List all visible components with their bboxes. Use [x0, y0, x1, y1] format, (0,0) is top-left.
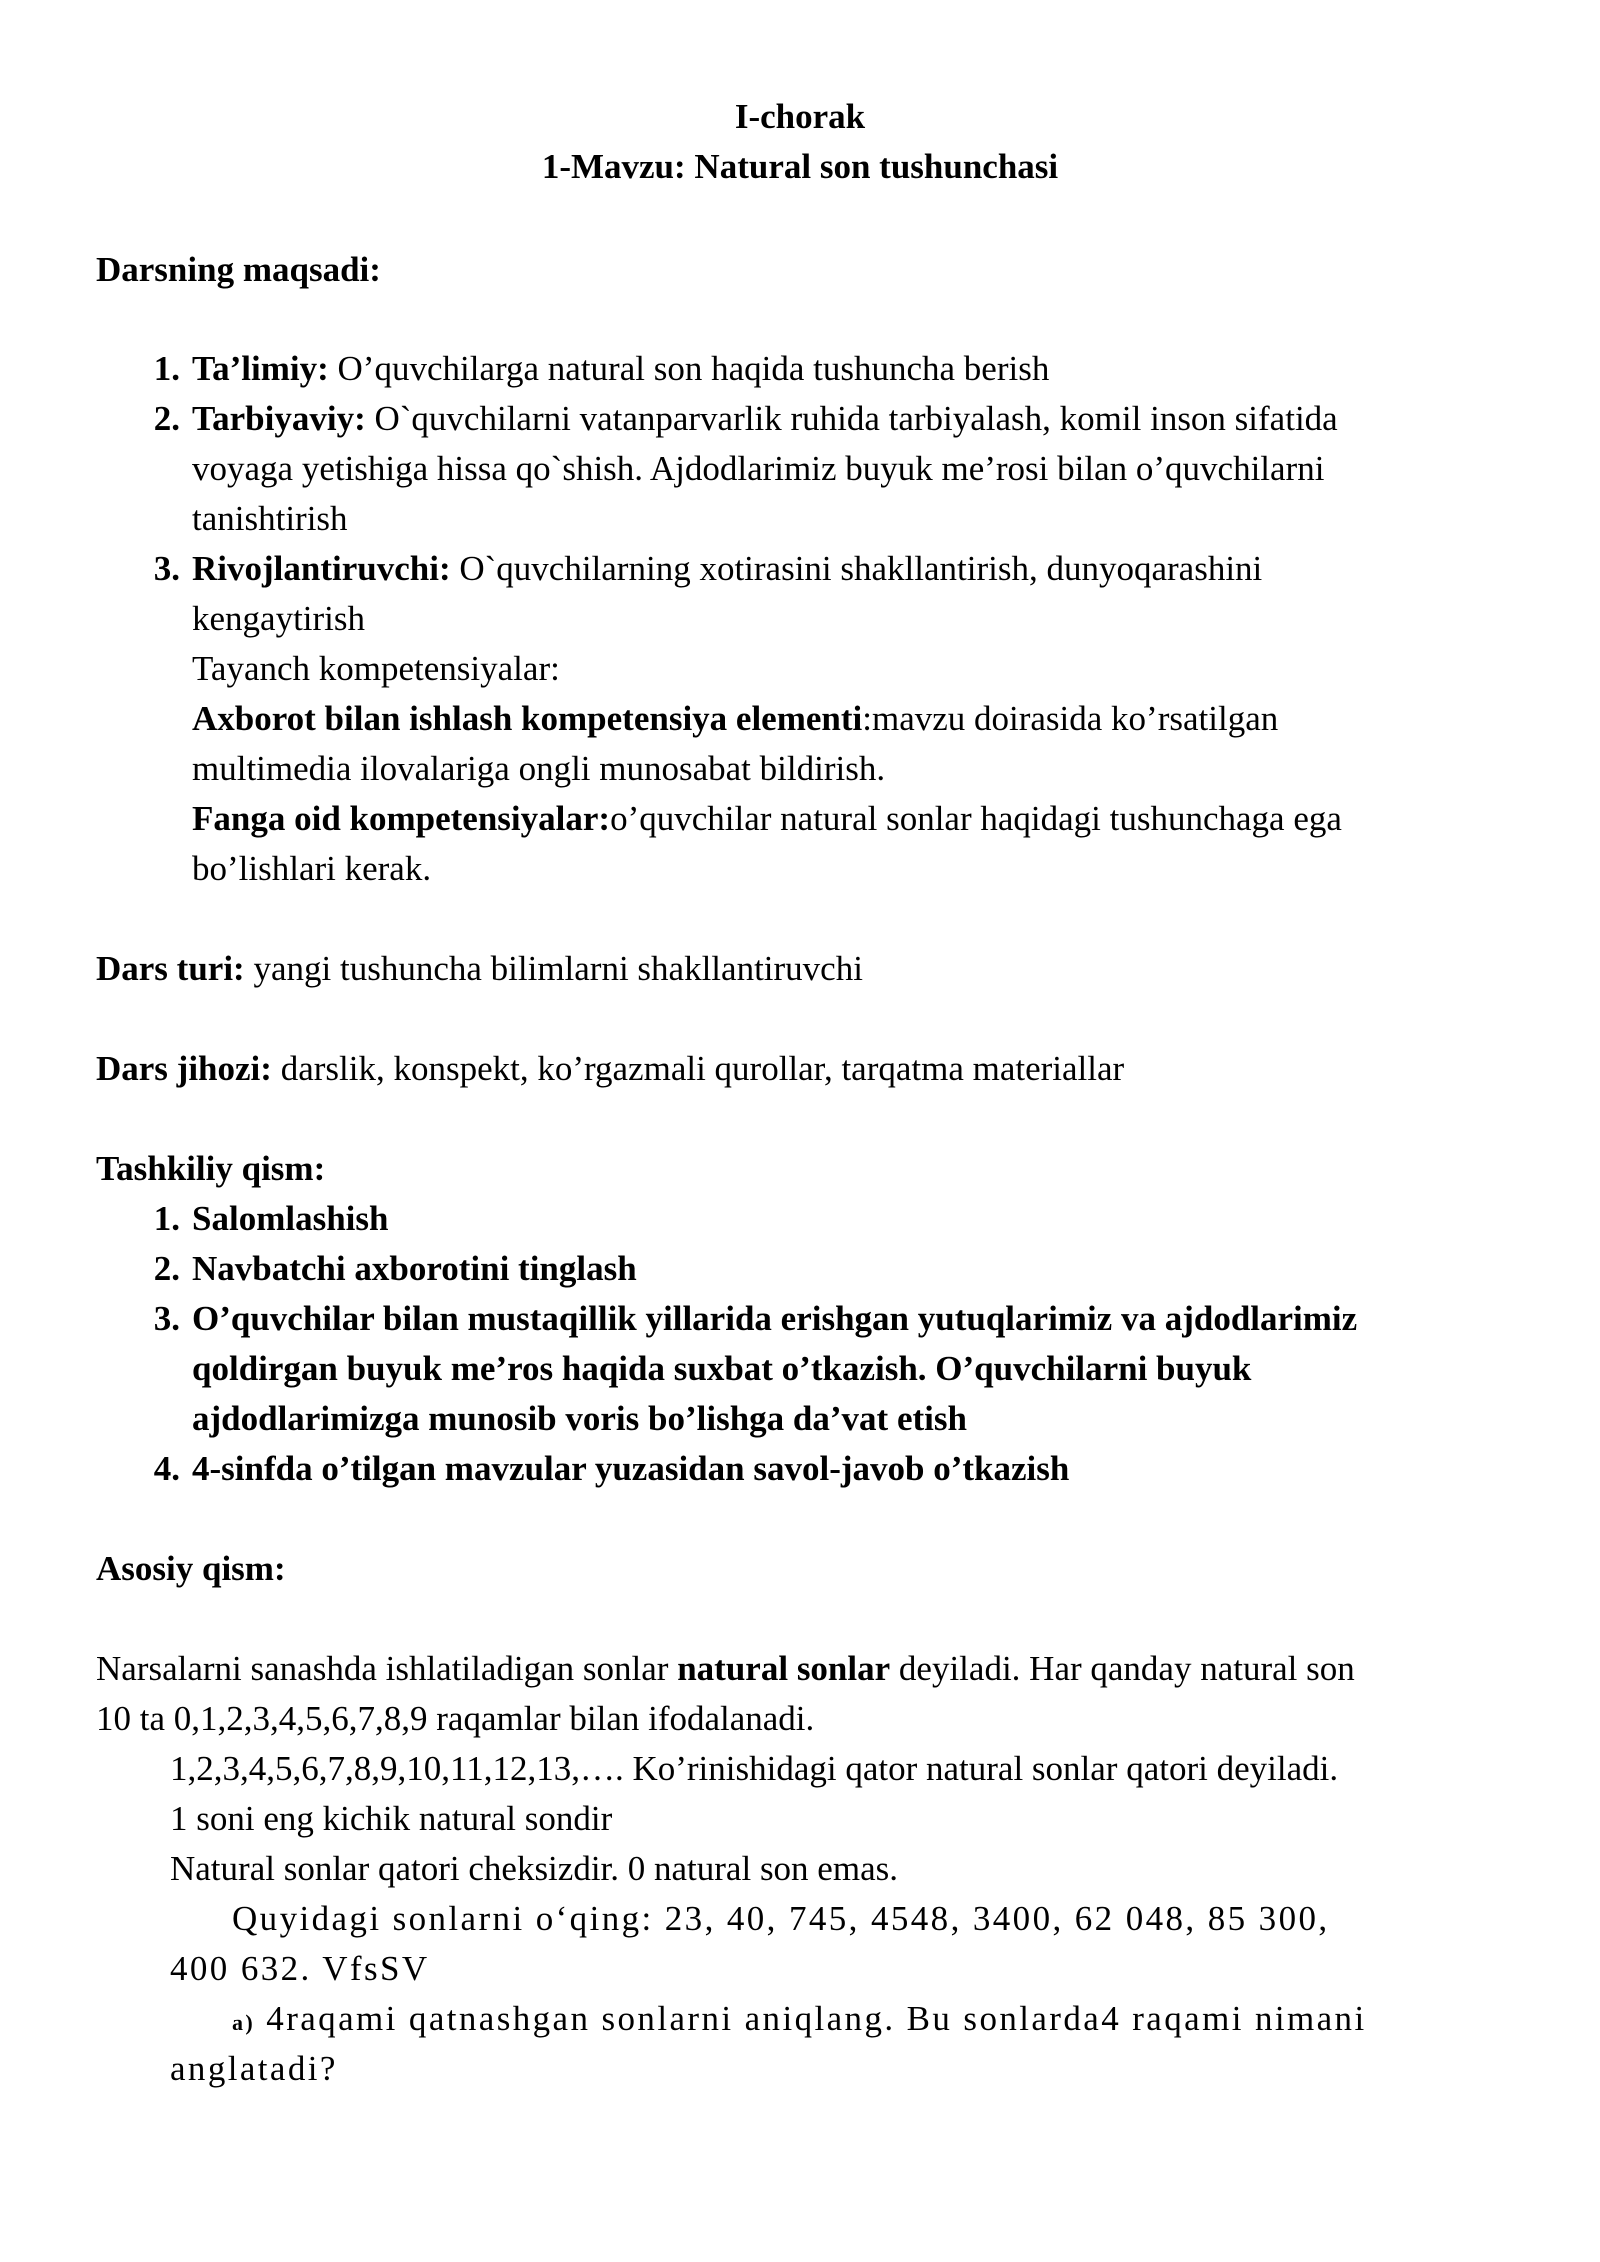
- task-text: 4raqami qatnashgan sonlarni aniqlang. Bu sonlarda4 raqami nimani: [255, 1999, 1367, 2038]
- smallest-natural: 1 soni eng kichik natural sondir: [170, 1799, 613, 1838]
- goals-heading: Darsning maqsadi:: [96, 250, 381, 289]
- definition-text: Narsalarni sanashda ishlatiladigan sonlar: [96, 1649, 678, 1688]
- goal-item-3: [192, 544, 1512, 894]
- org-item-line: O’quvchilar bilan mustaqillik yillarida erishgan yutuqlarimiz va ajdodlarimiz: [192, 1299, 1358, 1338]
- goal-text: O`quvchilarning xotirasini shakllantirish, dunyoqarashini: [450, 549, 1263, 588]
- goal-item-2: [192, 394, 1512, 544]
- goal-number-3: 3.: [153, 549, 180, 588]
- task-marker: a): [232, 2010, 256, 2035]
- infinite-series: Natural sonlar qatori cheksizdir. 0 natural son emas.: [170, 1849, 898, 1888]
- org-item-line: ajdodlarimizga munosib voris bo’lishga da’vat etish: [192, 1399, 967, 1438]
- competencies-title: Tayanch kompetensiyalar:: [192, 649, 560, 688]
- reading-task: Quyidagi sonlarni o‘qing: 23, 40, 745, 4548, 3400, 62 048, 85 300,: [232, 1899, 1330, 1938]
- task-a: [170, 1994, 1592, 2048]
- org-number-3: 3.: [153, 1299, 180, 1338]
- goal-item-1: [192, 344, 1512, 394]
- organizational-heading: Tashkiliy qism:: [96, 1149, 326, 1188]
- definition-text: deyiladi. Har qanday natural son: [890, 1649, 1355, 1688]
- goal-text: O’quvchilarga natural son haqida tushuncha berish: [328, 349, 1050, 388]
- lesson-type-text: yangi tushuncha bilimlarni shakllantiruvchi: [244, 949, 863, 988]
- competency-text-cont: multimedia ilovalariga ongli munosabat bildirish.: [192, 749, 886, 788]
- goal-label: Rivojlantiruvchi:: [192, 549, 451, 588]
- competency-text-cont: bo’lishlari kerak.: [192, 849, 432, 888]
- org-item-1: Salomlashish: [192, 1199, 389, 1238]
- task-a-cont: anglatadi?: [170, 2049, 338, 2088]
- lesson-type: [96, 944, 1506, 994]
- goal-text-cont: kengaytirish: [192, 599, 366, 638]
- lesson-type-label: Dars turi:: [96, 949, 245, 988]
- equipment-text: darslik, konspekt, ko’rgazmali qurollar, tarqatma materiallar: [271, 1049, 1125, 1088]
- competency-text: o’quvchilar natural sonlar haqidagi tushunchaga ega: [610, 799, 1342, 838]
- competency-2: [192, 794, 1512, 844]
- goal-number-1: 1.: [153, 349, 180, 388]
- goal-label: Tarbiyaviy:: [192, 399, 366, 438]
- org-item-4: 4-sinfda o’tilgan mavzular yuzasidan savol-javob o’tkazish: [192, 1449, 1070, 1488]
- topic-title: 1-Mavzu: Natural son tushunchasi: [541, 147, 1059, 186]
- org-number-1: 1.: [153, 1199, 180, 1238]
- org-number-4: 4.: [153, 1449, 180, 1488]
- org-item-line: qoldirgan buyuk me’ros haqida suxbat o’tkazish. O’quvchilarni buyuk: [192, 1349, 1252, 1388]
- quarter-title: I-chorak: [734, 97, 866, 136]
- definition-text-cont: 10 ta 0,1,2,3,4,5,6,7,8,9 raqamlar bilan ifodalanadi.: [96, 1699, 815, 1738]
- definition-paragraph: [96, 1644, 1506, 1744]
- lesson-equipment: [96, 1044, 1506, 1094]
- goal-text-cont: voyaga yetishiga hissa qo`shish. Ajdodlarimiz buyuk me’rosi bilan o’quvchilarni: [192, 449, 1325, 488]
- competency-text: :mavzu doirasida ko’rsatilgan: [862, 699, 1279, 738]
- org-item-3: [192, 1294, 1512, 1444]
- sequence-line: 1,2,3,4,5,6,7,8,9,10,11,12,13,…. Ko’rinishidagi qator natural sonlar qatori deyiladi.: [170, 1749, 1339, 1788]
- org-number-2: 2.: [153, 1249, 180, 1288]
- competency-label: Axborot bilan ishlash kompetensiya elementi: [192, 699, 863, 738]
- competency-1: [192, 694, 1512, 744]
- goal-text: O`quvchilarni vatanparvarlik ruhida tarbiyalash, komil inson sifatida: [365, 399, 1338, 438]
- goal-number-2: 2.: [153, 399, 180, 438]
- main-heading: Asosiy qism:: [96, 1549, 286, 1588]
- definition-term: natural sonlar: [677, 1649, 891, 1688]
- competency-label: Fanga oid kompetensiyalar:: [192, 799, 611, 838]
- goal-label: Ta’limiy:: [192, 349, 329, 388]
- org-item-2: Navbatchi axborotini tinglash: [192, 1249, 637, 1288]
- reading-task-cont: 400 632. VfsSV: [170, 1949, 430, 1988]
- goal-text-cont: tanishtirish: [192, 499, 348, 538]
- equipment-label: Dars jihozi:: [96, 1049, 272, 1088]
